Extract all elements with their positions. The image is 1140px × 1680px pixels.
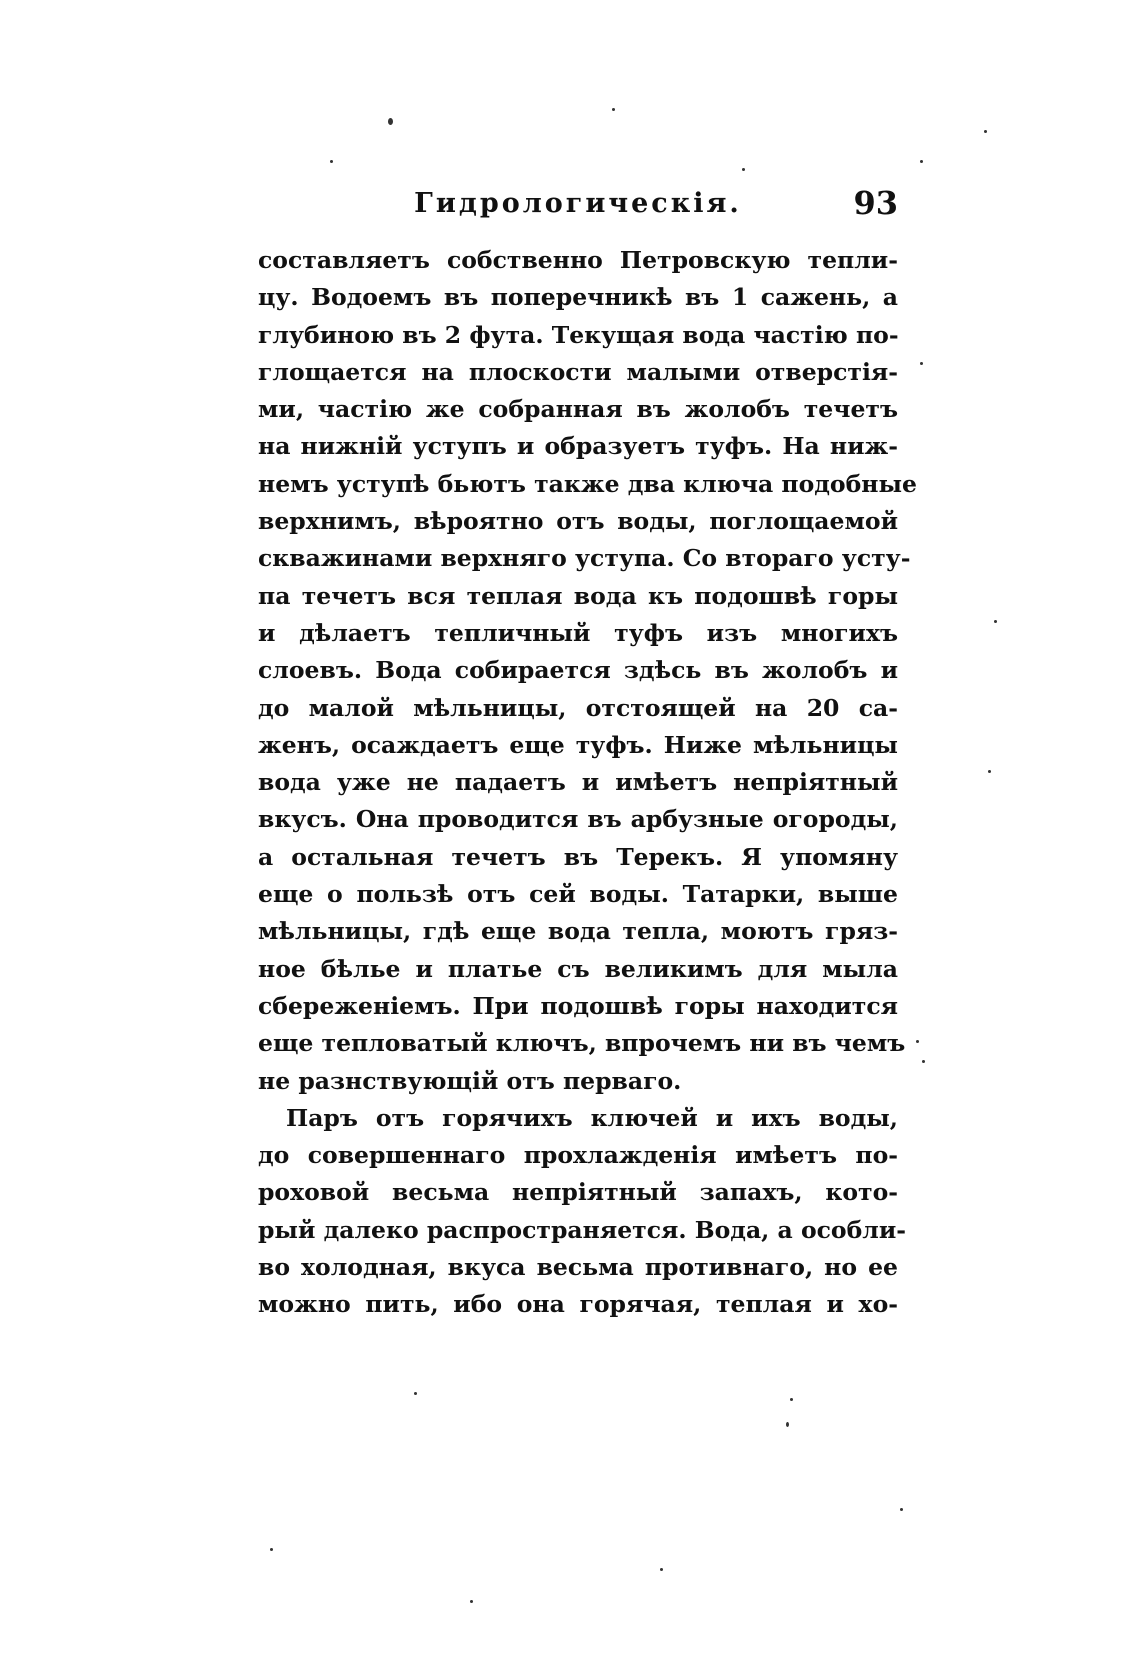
text-line: можно пить, ибо она горячая, теплая и хо- [258,1290,898,1319]
text-line: глощается на плоскости малыми отверстія- [258,357,898,386]
text-line: ми, частію же собранная въ жолобъ течетъ [258,395,898,424]
scan-speck [742,168,745,171]
scan-speck [790,1398,793,1401]
text-line: цу. Водоемъ въ поперечникѣ въ 1 сажень, а [258,283,898,312]
text-line: ное бѣлье и платье съ великимъ для мыла [258,954,898,983]
scan-speck [920,160,923,163]
page-number: 93 [853,184,898,222]
text-line: немъ уступѣ бьютъ также два ключа подобные [258,469,917,498]
scan-speck [612,108,615,111]
text-line: женъ, осаждаетъ еще туфъ. Ниже мѣльницы [258,730,898,759]
text-line: слоевъ. Вода собирается здѣсь въ жолобъ и [258,656,898,685]
text-line: составляетъ собственно Петровскую тепли- [258,246,898,274]
text-line: и дѣлаетъ тепличный туфъ изъ многихъ [258,618,898,647]
text-line: мѣльницы, гдѣ еще вода тепла, моютъ гряз- [258,917,898,946]
scan-speck [388,118,393,125]
scan-speck [414,1392,417,1395]
scan-speck [470,1600,473,1603]
text-line: вода уже не падаетъ и имѣетъ непріятный [258,768,898,797]
text-line: не разнствующій отъ перваго. [258,1066,682,1095]
text-line: во холодная, вкуса весьма противнаго, но ее [258,1253,898,1282]
scan-speck [900,1508,903,1511]
text-line: рый далеко распространяется. Вода, а особли- [258,1215,907,1244]
scan-speck [988,770,991,773]
text-line: вкусъ. Она проводится въ арбузные огороды, [258,805,898,834]
page-header [258,184,898,232]
text-line: а остальная течетъ въ Терекъ. Я упомяну [258,842,898,871]
scan-speck [994,620,997,623]
scan-speck [786,1422,789,1427]
text-line: верхнимъ, вѣроятно отъ воды, поглощаемой [258,507,898,536]
scan-speck [916,1040,919,1043]
text-line: еще тепловатый ключъ, впрочемъ ни въ чемъ [258,1029,906,1058]
text-line: па течетъ вся теплая вода къ подошвѣ горы [258,581,898,610]
text-line: до совершеннаго прохлажденія имѣетъ по- [258,1141,898,1170]
body-text [258,242,917,1324]
scan-speck [920,362,923,365]
text-line: Паръ отъ горячихъ ключей и ихъ воды, [286,1103,898,1132]
scan-speck [270,1548,273,1551]
text-line: сбереженіемъ. При подошвѣ горы находится [258,991,898,1020]
scan-speck [330,160,333,163]
running-title: Гидрологическія. [414,188,742,219]
text-line: до малой мѣльницы, отстоящей на 20 са- [258,693,898,722]
text-line: на нижній уступъ и образуетъ туфъ. На ниж- [258,432,898,461]
scan-speck [660,1568,663,1571]
text-line: роховой весьма непріятный запахъ, кото- [258,1178,898,1207]
scan-speck [922,1060,925,1063]
text-line: глубиною въ 2 фута. Текущая вода частію по- [258,320,899,349]
text-line: еще о пользѣ отъ сей воды. Татарки, выше [258,880,898,909]
scan-speck [984,130,987,133]
text-line: скважинами верхняго уступа. Со втораго усту- [258,544,911,573]
